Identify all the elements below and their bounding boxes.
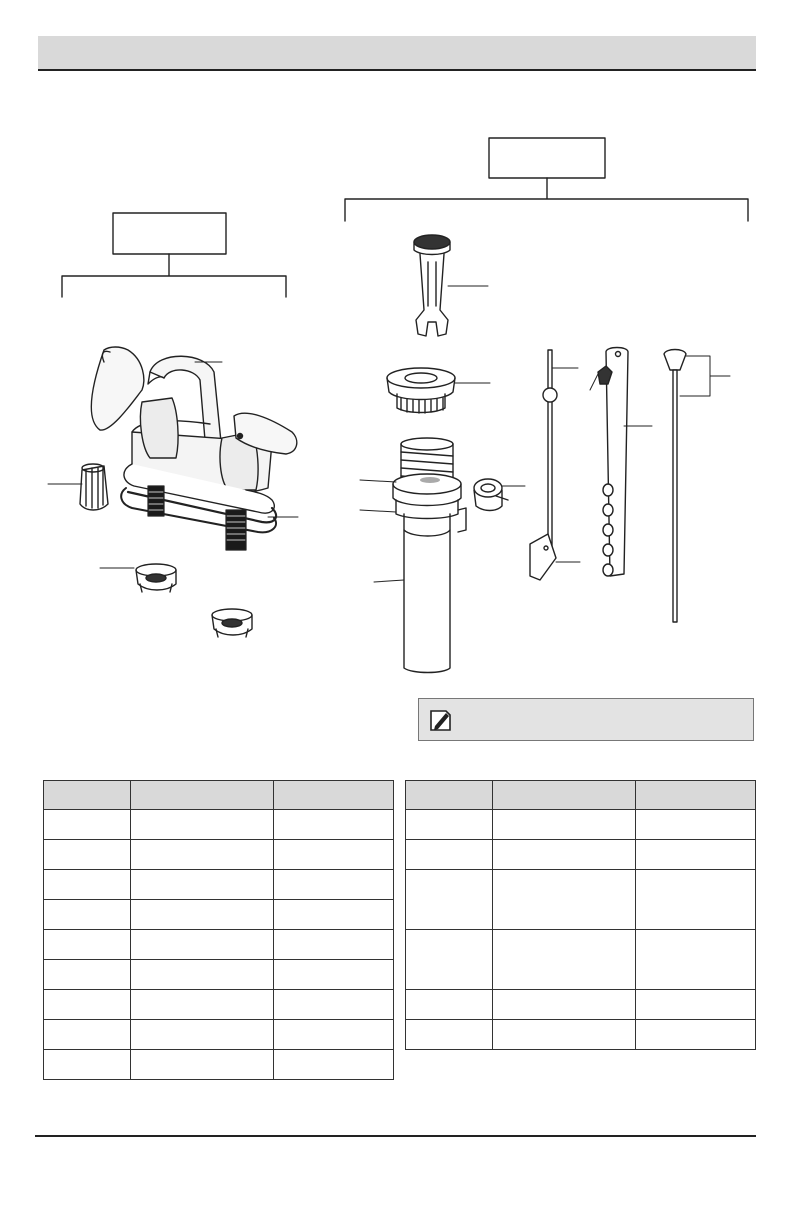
table-cell <box>131 990 274 1020</box>
table-cell <box>274 990 394 1020</box>
table-cell <box>44 810 131 840</box>
table-cell <box>131 900 274 930</box>
table-cell <box>274 930 394 960</box>
table-row <box>406 990 756 1020</box>
pivot-nut-illustration <box>474 479 508 511</box>
faucet-group-box <box>113 213 226 254</box>
table-cell <box>274 870 394 900</box>
table-cell <box>44 900 131 930</box>
table-cell <box>274 810 394 840</box>
table-cell <box>406 930 493 990</box>
table-cell <box>274 1050 394 1080</box>
table-cell <box>406 810 493 840</box>
table-cell <box>131 1050 274 1080</box>
note-pencil-icon <box>428 707 454 733</box>
table-row <box>44 840 394 870</box>
drain-group-bracket <box>345 178 748 221</box>
table-header-row <box>44 781 394 810</box>
pivot-rod-illustration <box>543 350 578 554</box>
table-cell <box>406 990 493 1020</box>
table-cell <box>44 870 131 900</box>
footer-rule <box>35 1135 756 1137</box>
table-cell <box>44 1020 131 1050</box>
table-cell <box>44 1050 131 1080</box>
table-header-row <box>406 781 756 810</box>
note-box <box>418 698 754 741</box>
table-cell <box>493 810 636 840</box>
table-row <box>406 840 756 870</box>
parts-table-left <box>43 780 394 1080</box>
drain-callout-leaders <box>360 480 525 582</box>
faucet-illustration <box>91 347 297 550</box>
table-cell <box>493 870 636 930</box>
table-cell <box>44 990 131 1020</box>
lift-rod-illustration <box>664 350 730 623</box>
table-cell <box>493 930 636 990</box>
table-row <box>44 960 394 990</box>
table-cell <box>493 1020 636 1050</box>
mounting-nut-left-illustration <box>136 564 176 592</box>
faucet-group-bracket <box>62 254 286 297</box>
table-cell <box>636 870 756 930</box>
table-row <box>406 1020 756 1050</box>
table-cell <box>406 840 493 870</box>
parts-table-right <box>405 780 756 1050</box>
table-header-cell <box>406 781 493 810</box>
table-row <box>44 810 394 840</box>
table-row <box>44 1050 394 1080</box>
drain-body-illustration <box>393 438 466 673</box>
table-cell <box>636 810 756 840</box>
table-cell <box>493 840 636 870</box>
table-cell <box>636 1020 756 1050</box>
drain-flange-illustration <box>387 368 490 413</box>
table-cell <box>131 840 274 870</box>
aerator-illustration <box>80 464 108 510</box>
table-row <box>44 1020 394 1050</box>
table-cell <box>274 960 394 990</box>
table-row <box>406 810 756 840</box>
table-header-cell <box>636 781 756 810</box>
table-cell <box>636 990 756 1020</box>
table-cell <box>44 960 131 990</box>
mounting-nut-right-illustration <box>212 609 252 637</box>
table-header-cell <box>131 781 274 810</box>
table-header-cell <box>493 781 636 810</box>
table-header-cell <box>44 781 131 810</box>
table-row <box>406 930 756 990</box>
table-row <box>44 930 394 960</box>
spring-clip-illustration <box>530 534 580 580</box>
table-cell <box>44 840 131 870</box>
table-header-cell <box>274 781 394 810</box>
table-cell <box>406 1020 493 1050</box>
table-cell <box>274 900 394 930</box>
table-cell <box>131 1020 274 1050</box>
table-cell <box>131 870 274 900</box>
table-cell <box>44 930 131 960</box>
table-cell <box>131 810 274 840</box>
table-row <box>44 900 394 930</box>
stopper-illustration <box>414 235 488 336</box>
table-row <box>44 870 394 900</box>
drain-group-box <box>489 138 605 178</box>
table-cell <box>406 870 493 930</box>
table-cell <box>131 930 274 960</box>
table-cell <box>636 840 756 870</box>
table-row <box>406 870 756 930</box>
extension-strap-illustration <box>603 348 652 577</box>
table-cell <box>274 840 394 870</box>
table-cell <box>493 990 636 1020</box>
table-cell <box>131 960 274 990</box>
table-row <box>44 990 394 1020</box>
table-cell <box>636 930 756 990</box>
table-cell <box>274 1020 394 1050</box>
